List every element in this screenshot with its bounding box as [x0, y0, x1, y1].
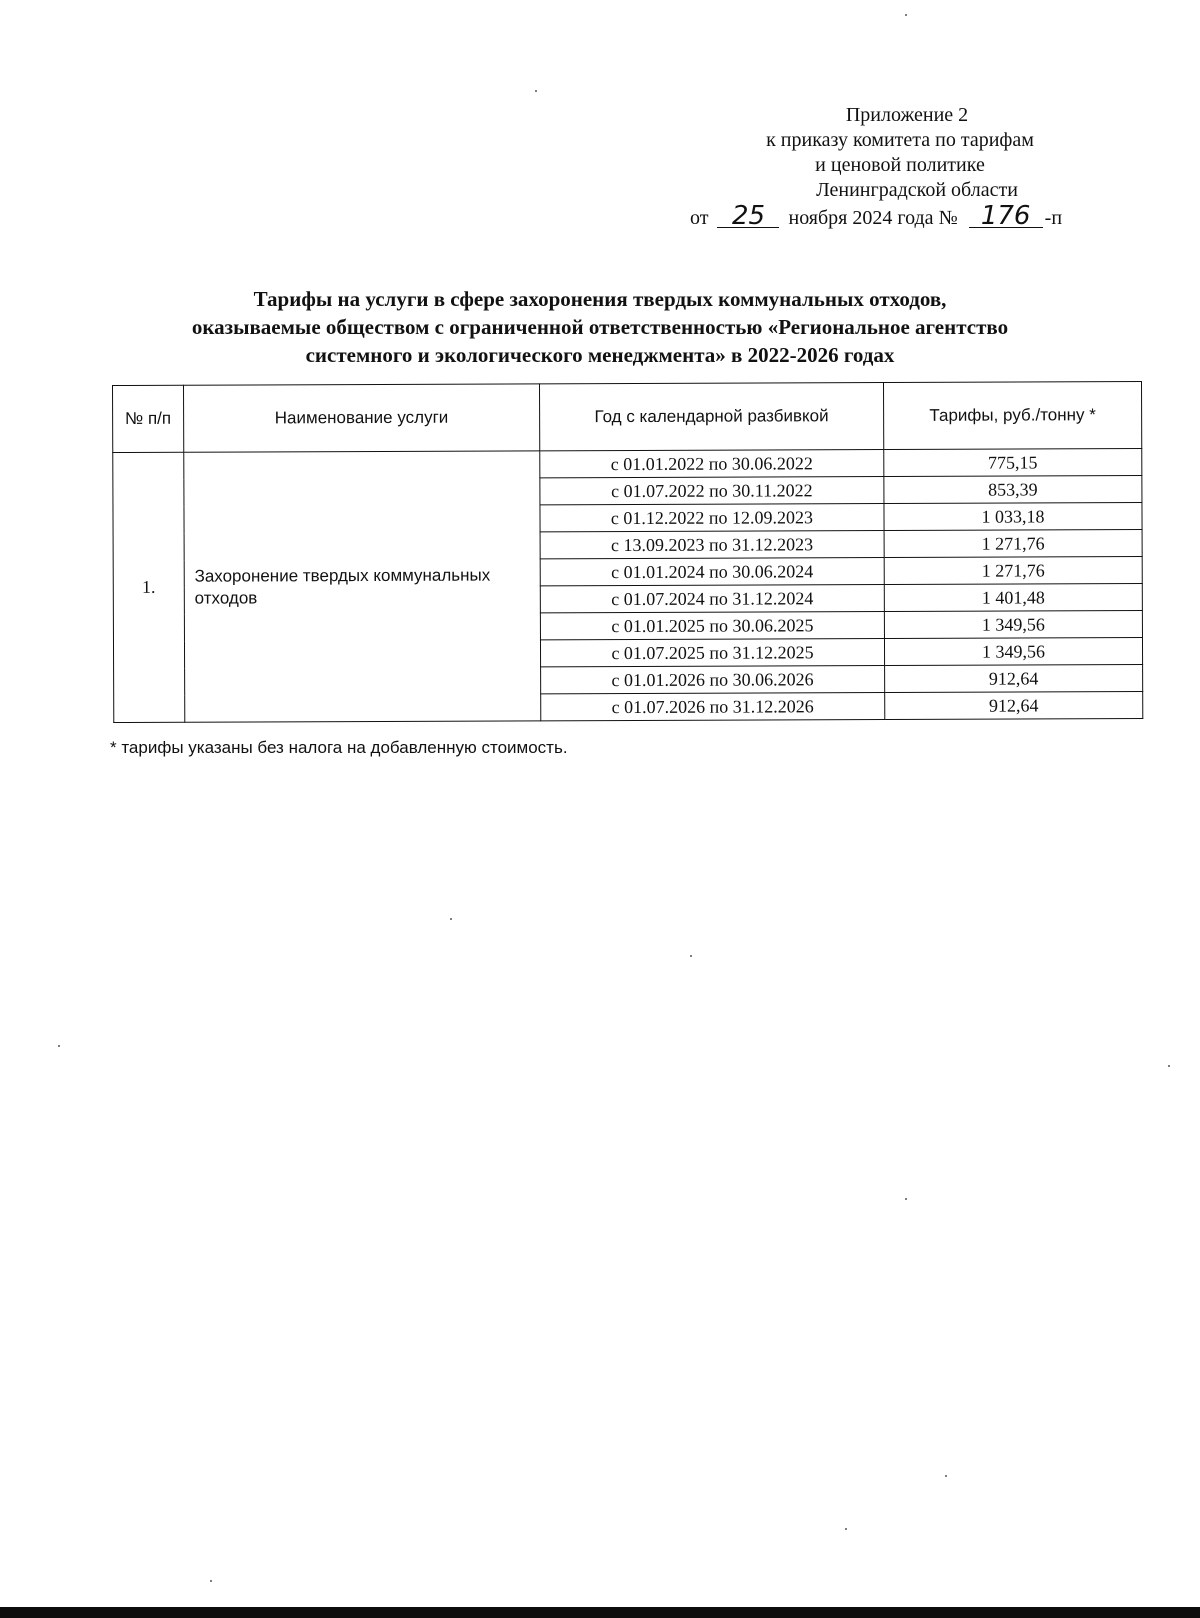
- period-cell: с 01.07.2024 по 31.12.2024: [540, 585, 884, 613]
- period-cell: с 01.01.2024 по 30.06.2024: [540, 558, 884, 586]
- appendix-block: [690, 103, 1110, 231]
- scan-speck: [845, 1528, 847, 1530]
- date-prefix: от: [690, 207, 709, 229]
- header-num: № п/п: [113, 385, 184, 452]
- table-row: [113, 449, 1142, 480]
- rate-cell: 912,64: [885, 692, 1143, 720]
- rate-cell: 1 349,56: [884, 638, 1142, 666]
- scan-speck: [210, 1580, 212, 1582]
- title-line-2: оказываемые обществом с ограниченной ответственностью «Региональное агентство: [191, 315, 1009, 339]
- scan-speck: [905, 1198, 907, 1200]
- header-service: Наименование услуги: [183, 384, 539, 452]
- row-number: 1.: [113, 452, 185, 722]
- appendix-region: Ленинградской области: [816, 179, 1018, 201]
- title-line-1: Тарифы на услуги в сфере захоронения твердых коммунальных отходов,: [253, 287, 947, 311]
- scan-speck: [450, 918, 452, 920]
- scan-speck: [535, 90, 537, 92]
- rate-cell: 912,64: [885, 665, 1143, 693]
- rate-cell: 1 349,56: [884, 611, 1142, 639]
- period-cell: с 13.09.2023 по 31.12.2023: [540, 531, 884, 559]
- scan-speck: [690, 955, 692, 957]
- period-cell: с 01.07.2022 по 30.11.2022: [540, 477, 884, 505]
- appendix-title: Приложение 2: [845, 104, 969, 126]
- title-line-3: системного и экологического менеджмента» в 2022-2026 годах: [305, 343, 895, 367]
- tariff-table: [112, 381, 1143, 723]
- handwritten-order-number: 176: [969, 205, 1043, 228]
- appendix-policy: и ценовой политике: [815, 154, 985, 176]
- table-header-row: [113, 382, 1142, 453]
- rate-cell: 1 271,76: [884, 557, 1142, 585]
- handwritten-day: 25: [717, 205, 779, 228]
- period-cell: с 01.07.2025 по 31.12.2025: [540, 639, 884, 667]
- appendix-order-ref: к приказу комитета по тарифам: [766, 129, 1034, 151]
- scan-speck: [905, 14, 907, 16]
- period-cell: с 01.07.2026 по 31.12.2026: [541, 693, 885, 721]
- document-title: [130, 285, 1070, 369]
- scan-speck: [1168, 1065, 1170, 1067]
- rate-cell: 1 401,48: [884, 584, 1142, 612]
- rate-cell: 1 033,18: [884, 503, 1142, 531]
- period-cell: с 01.01.2022 по 30.06.2022: [540, 450, 884, 478]
- service-name: Захоронение твердых коммунальных отходов: [184, 451, 541, 722]
- period-cell: с 01.12.2022 по 12.09.2023: [540, 504, 884, 532]
- header-rate: Тарифы, руб./тонну *: [883, 382, 1141, 450]
- rate-cell: 853,39: [884, 476, 1142, 504]
- header-period: Год с календарной разбивкой: [539, 383, 883, 451]
- scan-speck: [945, 1475, 947, 1477]
- period-cell: с 01.01.2025 по 30.06.2025: [540, 612, 884, 640]
- period-cell: с 01.01.2026 по 30.06.2026: [541, 666, 885, 694]
- date-rest: ноября 2024 года №: [788, 207, 958, 229]
- scan-edge-bar: [0, 1607, 1200, 1618]
- order-date-line: [690, 201, 1110, 231]
- scan-speck: [58, 1045, 60, 1047]
- rate-cell: 775,15: [884, 449, 1142, 477]
- order-suffix: -п: [1044, 207, 1063, 229]
- rate-cell: 1 271,76: [884, 530, 1142, 558]
- footnote: * тарифы указаны без налога на добавленную стоимость.: [110, 738, 568, 757]
